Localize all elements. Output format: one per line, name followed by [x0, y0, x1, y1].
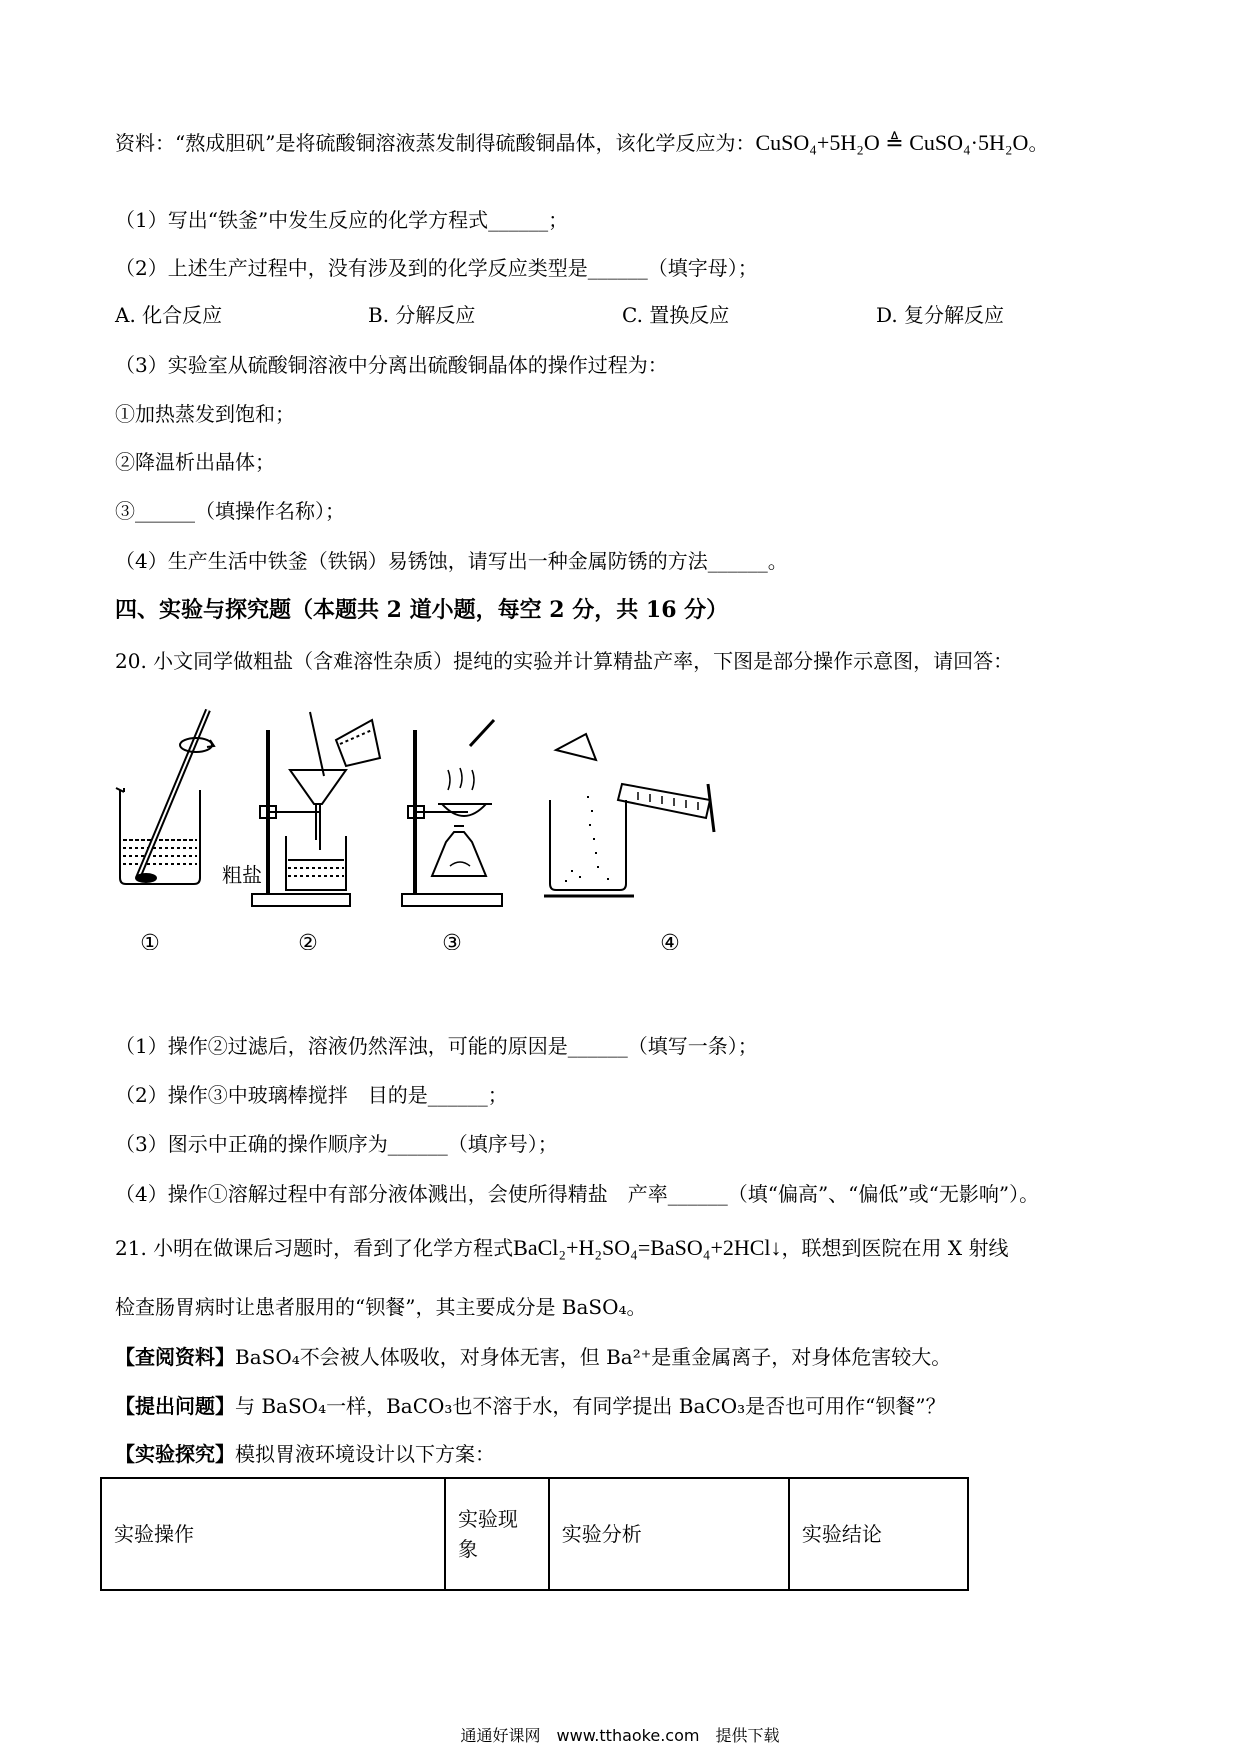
- figure-number-3: ③: [442, 931, 462, 950]
- q19-step3: ③______（填操作名称）；: [115, 499, 345, 523]
- weighing-measuring-diagram: [544, 734, 714, 896]
- dissolving-diagram: [116, 710, 214, 884]
- section-4-heading: 四、实验与探究题（本题共 2 道小题，每空 2 分，共 16 分）: [115, 597, 729, 623]
- experiment-table: [100, 1477, 969, 1591]
- q20-part1: （1）操作②过滤后，溶液仍然浑浊，可能的原因是______（填写一条）；: [115, 1034, 758, 1058]
- figure-number-2: ②: [298, 931, 318, 950]
- q19-part4: （4）生产生活中铁釜（铁锅）易锈蚀，请写出一种金属防锈的方法______。: [115, 549, 788, 573]
- q21-question: 【提出问题】与 BaSO₄一样，BaCO₃也不溶于水，有同学提出 BaCO₃是否也可用作“钡餐”？: [115, 1394, 946, 1418]
- option-a: A. 化合反应: [115, 303, 223, 327]
- barium-equation: BaCl₂+H₂SO₄=BaSO₄+2HCl↓: [513, 1235, 782, 1260]
- q20-part2: （2）操作③中玻璃棒搅拌 目的是______；: [115, 1083, 508, 1107]
- experiment-figure: [110, 700, 870, 950]
- table-header-conclusion: 实验结论: [789, 1478, 968, 1590]
- q19-step2: ②降温析出晶体；: [115, 450, 275, 474]
- q20-stem: 20. 小文同学做粗盐（含难溶性杂质）提纯的实验并计算精盐产率，下图是部分操作示意图，请回答：: [115, 649, 1014, 673]
- table-header-operation: 实验操作: [101, 1478, 445, 1590]
- table-row: [101, 1478, 968, 1590]
- q19-part2: （2）上述生产过程中，没有涉及到的化学反应类型是______（填字母）；: [115, 256, 758, 280]
- q21-experiment: 【实验探究】模拟胃液环境设计以下方案：: [115, 1442, 495, 1466]
- option-c: C. 置换反应: [622, 303, 730, 327]
- figure-number-4: ④: [660, 931, 680, 950]
- crude-salt-label: 粗盐: [222, 863, 262, 887]
- q19-part3: （3）实验室从硫酸铜溶液中分离出硫酸铜晶体的操作过程为：: [115, 353, 668, 377]
- table-header-analysis: 实验分析: [549, 1478, 789, 1590]
- evaporation-diagram: [402, 720, 502, 906]
- page-footer: 通通好课网 www.tthaoke.com 提供下载: [460, 1726, 780, 1745]
- q19-part1: （1）写出“铁釜”中发生反应的化学方程式______；: [115, 208, 569, 232]
- q20-part3: （3）图示中正确的操作顺序为______（填序号）；: [115, 1132, 558, 1156]
- filtration-diagram: [252, 712, 380, 906]
- crystal-equation: CuSO₄+5H₂O ≜ CuSO₄·5H₂O: [755, 130, 1029, 155]
- option-b: B. 分解反应: [368, 303, 476, 327]
- q21-line1: 21. 小明在做课后习题时，看到了化学方程式BaCl₂+H₂SO₄=BaSO₄+2HCl↓，联想到医院在用 X 射线: [115, 1235, 1009, 1260]
- resource-line: 资料：“熬成胆矾”是将硫酸铜溶液蒸发制得硫酸铜晶体，该化学反应为：CuSO₄+5H₂O ≜ CuSO₄·5H₂O。: [115, 130, 1049, 155]
- option-d: D. 复分解反应: [876, 303, 1005, 327]
- q20-part4: （4）操作①溶解过程中有部分液体溅出，会使所得精盐 产率______（填“偏高”、“偏低”或“无影响”）。: [115, 1182, 1040, 1206]
- q21-line2: 检查肠胃病时让患者服用的“钡餐”，其主要成分是 BaSO₄。: [115, 1295, 647, 1319]
- table-header-phenomenon: 实验现象: [445, 1478, 549, 1590]
- q21-reference: 【查阅资料】BaSO₄不会被人体吸收，对身体无害，但 Ba²⁺是重金属离子，对身体危害较大。: [115, 1345, 952, 1369]
- q19-step1: ①加热蒸发到饱和；: [115, 402, 295, 426]
- figure-number-1: ①: [140, 931, 160, 950]
